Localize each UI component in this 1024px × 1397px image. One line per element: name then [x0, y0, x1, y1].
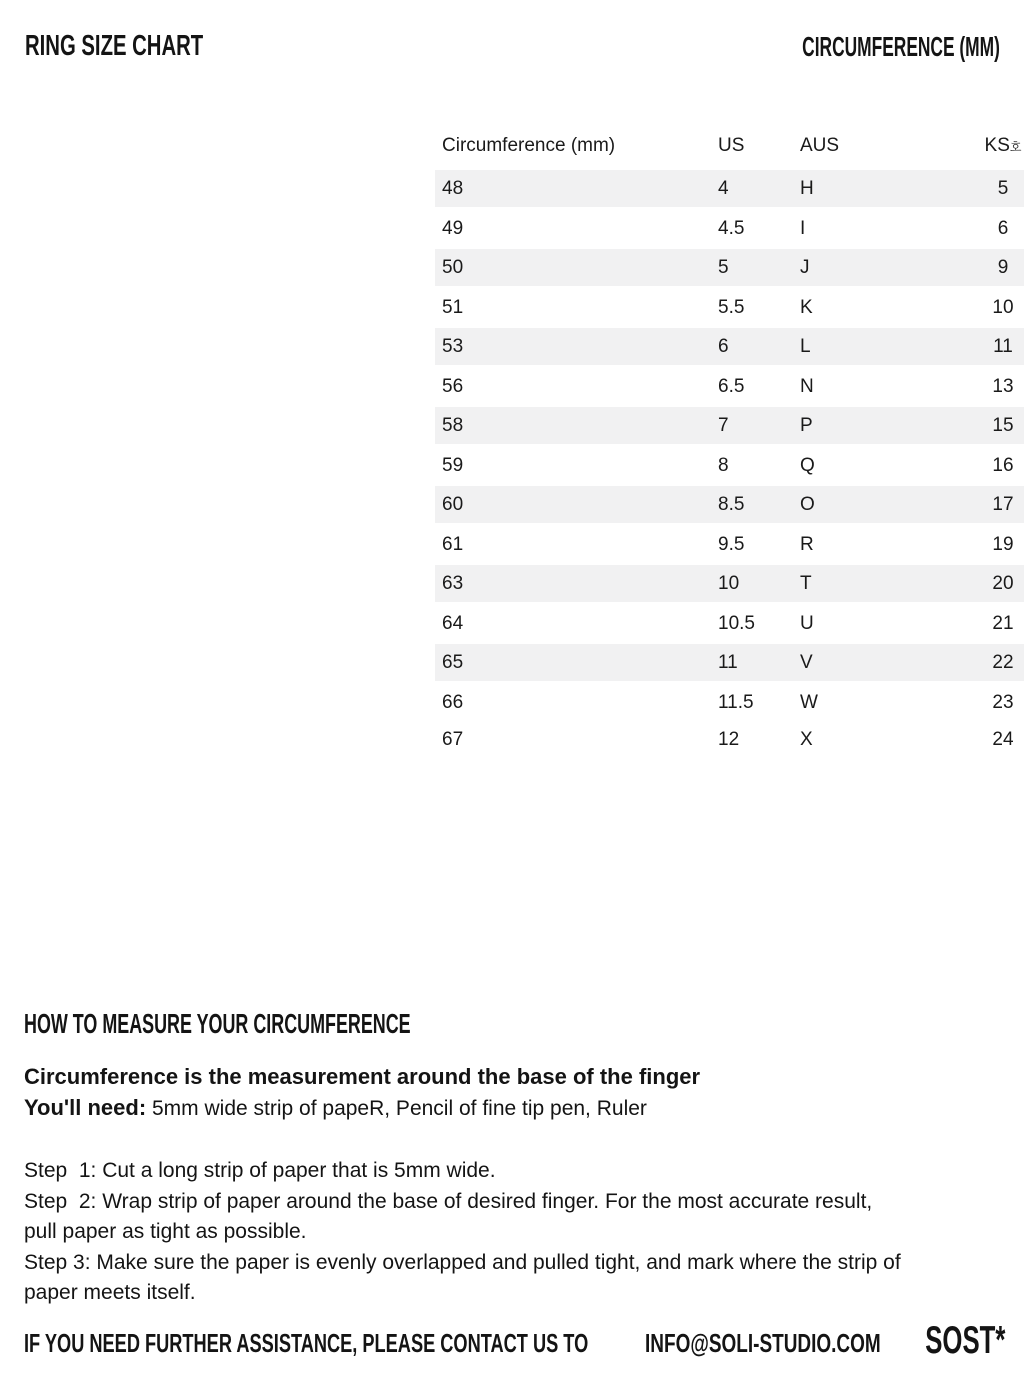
cell-aus-size: N	[800, 375, 814, 397]
cell-us-size: 8	[718, 454, 729, 476]
cell-circumference: 61	[442, 533, 464, 555]
cell-us-size: 5	[714, 248, 776, 288]
cell-us-size: 9.5	[718, 533, 745, 555]
cell-aus-size: R	[800, 533, 814, 555]
assistance-text: IF YOU NEED FURTHER ASSISTANCE, PLEASE CONTACT US TO	[24, 1328, 589, 1358]
cell-aus-size: J	[776, 248, 959, 288]
cell-aus-size: W	[800, 691, 818, 713]
cell-aus-size: U	[800, 612, 814, 634]
table-row	[435, 248, 1024, 288]
step-line: Step 1: Cut a long strip of paper that is 5mm wide.	[24, 1159, 496, 1182]
table-row	[435, 327, 1024, 367]
page-footer	[24, 1320, 1005, 1364]
cell-circumference: 59	[442, 454, 464, 476]
cell-circumference: 60	[435, 485, 714, 525]
col-header-ks-label: KS	[984, 135, 1010, 156]
cell-aus-size: Q	[800, 454, 815, 476]
materials-needed-line	[24, 1092, 1016, 1124]
table-row	[435, 564, 1024, 604]
how-to-measure-section	[24, 1010, 1016, 1309]
cell-aus-size: V	[776, 643, 959, 683]
cell-aus-size: X	[800, 728, 813, 750]
table-row	[435, 721, 1024, 758]
header-row	[435, 124, 1024, 169]
table-row	[435, 446, 1024, 486]
cell-us-size: 11.5	[718, 691, 754, 713]
cell-circumference: 58	[435, 406, 714, 446]
cell-circumference: 48	[435, 169, 714, 209]
cell-us-size: 12	[718, 728, 740, 750]
step-line: pull paper as tight as possible.	[24, 1220, 307, 1243]
cell-aus-size: H	[776, 169, 959, 209]
step-line: Step 3: Make sure the paper is evenly overlapped and pulled tight, and mark where the strip of	[24, 1250, 901, 1274]
col-header-ks-suffix: 호	[1009, 140, 1022, 154]
cell-us-size: 5.5	[718, 296, 745, 318]
cell-us-size: 4.5	[718, 217, 745, 239]
cell-ks-size: 5	[959, 169, 1024, 209]
cell-ks-size: 21	[992, 612, 1014, 634]
table-row	[435, 643, 1024, 683]
cell-circumference: 67	[442, 728, 464, 750]
cell-circumference: 64	[442, 612, 464, 634]
cell-aus-size: K	[800, 296, 813, 318]
cell-us-size: 7	[714, 406, 776, 446]
how-to-heading: HOW TO MEASURE YOUR CIRCUMFERENCE	[24, 1008, 411, 1039]
cell-us-size: 6	[714, 327, 776, 367]
col-header-circumference: Circumference (mm)	[442, 135, 616, 156]
col-header-us: US	[718, 135, 745, 156]
table-row	[435, 406, 1024, 446]
cell-aus-size: L	[776, 327, 959, 367]
step-line: paper meets itself.	[24, 1281, 196, 1304]
cell-aus-size: T	[776, 564, 959, 604]
step-line: Step 2: Wrap strip of paper around the base of desired finger. For the most accurate result,	[24, 1189, 873, 1213]
cell-ks-size: 10	[992, 296, 1014, 318]
cell-circumference: 51	[442, 296, 464, 318]
table-row	[435, 683, 1024, 722]
cell-ks-size: 13	[992, 375, 1014, 397]
table-row	[435, 485, 1024, 525]
materials-needed-label: You'll need:	[24, 1095, 147, 1120]
size-table-header	[435, 124, 1024, 169]
cell-aus-size: P	[776, 406, 959, 446]
cell-us-size: 6.5	[718, 375, 745, 397]
circumference-definition: Circumference is the measurement around the base of the finger	[24, 1064, 701, 1089]
cell-circumference: 49	[442, 217, 464, 239]
cell-us-size: 4	[714, 169, 776, 209]
cell-ks-size: 15	[959, 406, 1024, 446]
cell-aus-size: I	[800, 217, 806, 239]
cell-us-size: 11	[714, 643, 776, 683]
cell-aus-size: O	[776, 485, 959, 525]
cell-us-size: 10	[714, 564, 776, 604]
brand-logo: SOST*	[924, 1319, 1005, 1362]
cell-circumference: 56	[442, 375, 464, 397]
cell-ks-size: 20	[959, 564, 1024, 604]
cell-circumference: 66	[442, 691, 464, 713]
cell-ks-size: 17	[959, 485, 1024, 525]
col-header-aus: AUS	[800, 135, 840, 156]
col-header-ks	[959, 124, 1024, 169]
cell-ks-size: 11	[959, 327, 1024, 367]
table-row	[435, 288, 1024, 328]
page-title: RING SIZE CHART	[25, 30, 204, 62]
cell-ks-size: 24	[992, 728, 1014, 750]
size-table-body	[435, 169, 1024, 758]
cell-ks-size: 9	[959, 248, 1024, 288]
cell-circumference: 65	[435, 643, 714, 683]
cell-circumference: 53	[435, 327, 714, 367]
table-row	[435, 604, 1024, 644]
table-row	[435, 525, 1024, 565]
measurement-steps	[24, 1156, 1016, 1309]
cell-us-size: 10.5	[718, 612, 755, 634]
table-row	[435, 169, 1024, 209]
cell-ks-size: 22	[959, 643, 1024, 683]
cell-ks-size: 19	[992, 533, 1014, 555]
table-row	[435, 367, 1024, 407]
cell-ks-size: 16	[992, 454, 1014, 476]
ring-size-table	[435, 124, 1024, 758]
cell-us-size: 8.5	[714, 485, 776, 525]
cell-circumference: 50	[435, 248, 714, 288]
page-subtitle: CIRCUMFERENCE (MM)	[802, 31, 1000, 62]
table-row	[435, 209, 1024, 249]
contact-email-link[interactable]: INFO@SOLI-STUDIO.COM	[645, 1328, 881, 1358]
materials-needed-text: 5mm wide strip of papeR, Pencil of fine tip pen, Ruler	[146, 1097, 647, 1120]
cell-ks-size: 6	[997, 217, 1009, 239]
cell-circumference: 63	[435, 564, 714, 604]
cell-ks-size: 23	[992, 691, 1014, 713]
